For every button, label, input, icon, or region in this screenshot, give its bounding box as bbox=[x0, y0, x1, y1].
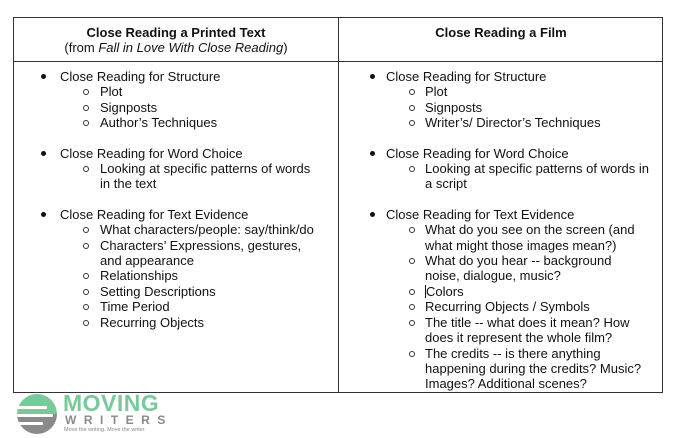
section-title: Close Reading for Text Evidence bbox=[386, 206, 575, 222]
bullet-icon bbox=[370, 151, 375, 156]
bullet-icon bbox=[41, 212, 46, 217]
list-item: Setting Descriptions bbox=[100, 283, 216, 299]
circle-bullet-icon bbox=[83, 273, 89, 279]
circle-bullet-icon bbox=[83, 227, 89, 233]
subtitle-suffix: ) bbox=[283, 40, 288, 55]
section-structure bbox=[14, 69, 336, 131]
circle-bullet-icon bbox=[83, 89, 89, 95]
circle-bullet-icon bbox=[409, 351, 415, 357]
logo-word-writers: WRITERS bbox=[65, 413, 173, 427]
list-item: What do you hear -- background noise, dialogue, music? bbox=[425, 253, 612, 284]
circle-bullet-icon bbox=[83, 304, 89, 310]
circle-bullet-icon bbox=[409, 120, 415, 126]
header-divider bbox=[14, 61, 662, 62]
logo-word-moving: MOVING bbox=[63, 390, 160, 416]
list-item: Recurring Objects bbox=[100, 314, 205, 330]
list-item: Time Period bbox=[100, 299, 170, 315]
list-item: Recurring Objects / Symbols bbox=[425, 299, 590, 315]
circle-bullet-icon bbox=[83, 320, 89, 326]
logo-pen-circle-icon bbox=[17, 394, 57, 434]
bullet-icon bbox=[41, 151, 46, 156]
list-item-with-cursor[interactable] bbox=[425, 284, 661, 299]
circle-bullet-icon bbox=[409, 227, 415, 233]
circle-bullet-icon bbox=[409, 89, 415, 95]
section-title: Close Reading for Text Evidence bbox=[60, 206, 249, 222]
list-item: Plot bbox=[100, 84, 123, 100]
header-printed-text bbox=[14, 18, 338, 61]
logo-tagline: Move the writing. Move the writer. bbox=[64, 427, 146, 433]
header-subtitle bbox=[14, 40, 338, 56]
list-item: Looking at specific patterns of words in a script bbox=[425, 161, 650, 192]
list-item: Author’s Techniques bbox=[100, 115, 218, 131]
list-item: Relationships bbox=[100, 268, 179, 284]
list-item: What do you see on the screen (and what might those images mean?) bbox=[425, 222, 635, 253]
bullet-icon bbox=[370, 212, 375, 217]
circle-bullet-icon bbox=[83, 166, 89, 172]
section-text-evidence bbox=[339, 207, 661, 392]
printed-text-column bbox=[14, 69, 336, 433]
circle-bullet-icon bbox=[409, 166, 415, 172]
circle-bullet-icon bbox=[409, 320, 415, 326]
list-item-text: Colors bbox=[426, 283, 464, 299]
section-word-choice bbox=[14, 146, 336, 192]
list-item: Writer’s/ Director’s Techniques bbox=[425, 115, 601, 131]
section-title: Close Reading for Word Choice bbox=[386, 145, 569, 161]
moving-writers-logo bbox=[17, 390, 173, 438]
subtitle-book-title: Fall in Love With Close Reading bbox=[98, 40, 284, 55]
circle-bullet-icon bbox=[83, 105, 89, 111]
list-item: The title -- what does it mean? How does it represent the whole film? bbox=[425, 314, 630, 346]
circle-bullet-icon bbox=[83, 120, 89, 126]
comparison-table bbox=[13, 17, 663, 433]
list-item: Characters’ Expressions, gestures, and appearance bbox=[100, 237, 302, 269]
circle-bullet-icon bbox=[83, 243, 89, 249]
film-column bbox=[339, 69, 661, 407]
header-film bbox=[339, 18, 663, 61]
circle-bullet-icon bbox=[409, 289, 415, 295]
list-item: The credits -- is there anything happening during the credits? Music? Images? Additional scenes? bbox=[425, 345, 642, 392]
subtitle-prefix: (from bbox=[64, 40, 99, 55]
bullet-icon bbox=[41, 74, 46, 79]
circle-bullet-icon bbox=[409, 258, 415, 264]
section-title: Close Reading for Word Choice bbox=[60, 145, 243, 161]
list-item: Signposts bbox=[100, 99, 158, 115]
section-word-choice bbox=[339, 146, 661, 192]
section-title: Close Reading for Structure bbox=[60, 69, 221, 84]
section-title: Close Reading for Structure bbox=[386, 69, 547, 84]
section-text-evidence bbox=[14, 207, 336, 330]
list-item: Signposts bbox=[425, 99, 483, 115]
list-item: What characters/people: say/think/do bbox=[100, 222, 314, 238]
circle-bullet-icon bbox=[409, 105, 415, 111]
list-item: Plot bbox=[425, 84, 448, 100]
section-structure bbox=[339, 69, 661, 131]
header-title: Close Reading a Film bbox=[435, 25, 567, 40]
circle-bullet-icon bbox=[409, 304, 415, 310]
circle-bullet-icon bbox=[83, 289, 89, 295]
list-item: Looking at specific patterns of words in the text bbox=[100, 161, 311, 192]
bullet-icon bbox=[370, 74, 375, 79]
header-title: Close Reading a Printed Text bbox=[86, 25, 266, 40]
